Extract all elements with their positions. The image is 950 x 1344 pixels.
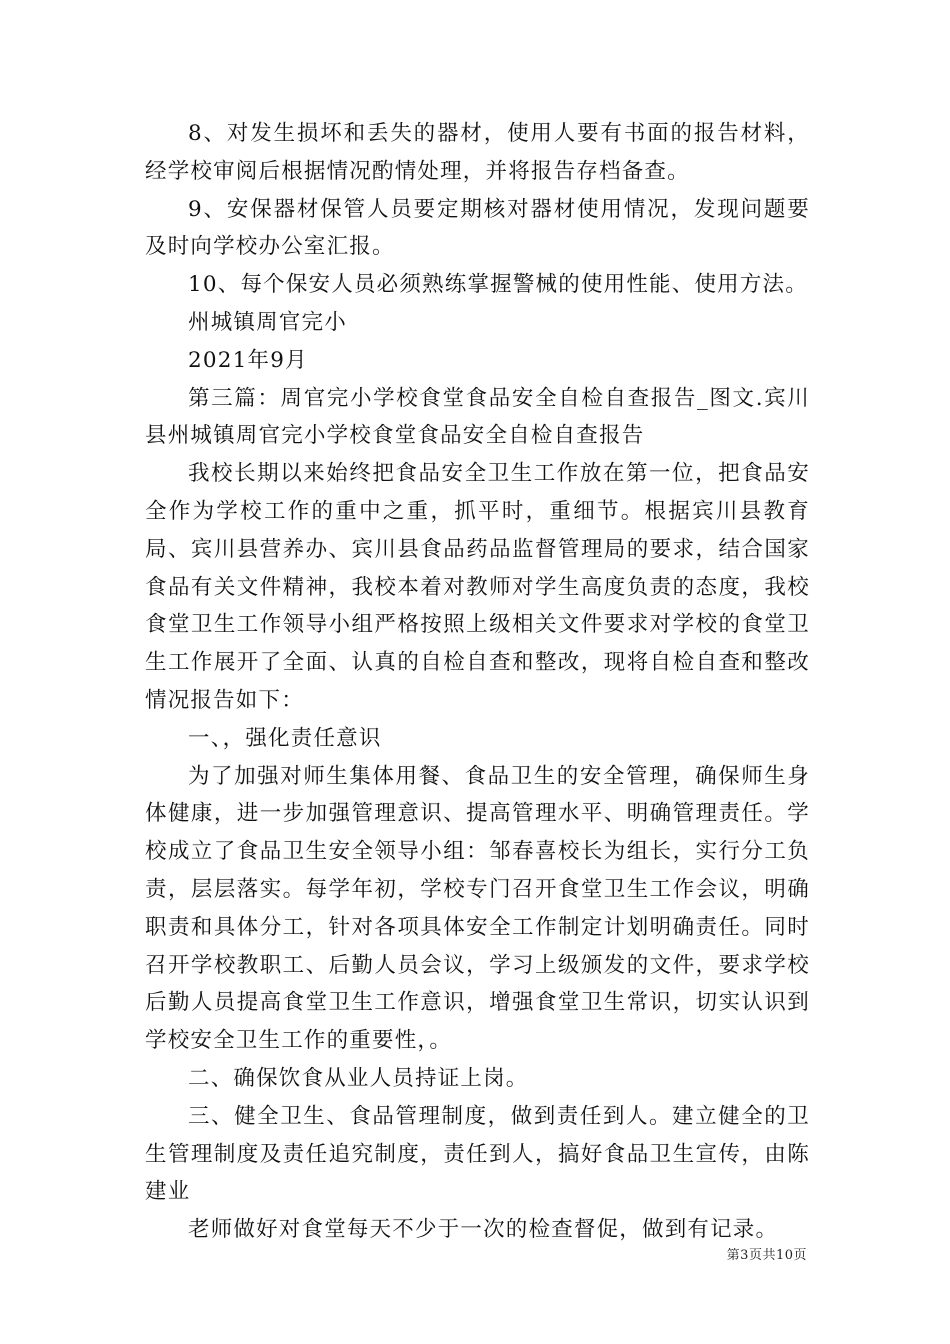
section-title: 第三篇：周官完小学校食堂食品安全自检自查报告_图文.宾川县州城镇周官完小学校食堂食品安全自检自查报告 (145, 385, 810, 449)
signature-organization: 州城镇周官完小 (188, 309, 347, 335)
paragraph-item-8: 8、对发生损坏和丢失的器材，使用人要有书面的报告材料，经学校审阅后根据情况酌情处理，并将报告存档备查。 (145, 121, 810, 184)
heading-responsibility: 一、，强化责任意识 (188, 725, 382, 751)
paragraph-item-9: 9、安保器材保管人员要定期核对器材使用情况，发现问题要及时向学校办公室汇报。 (145, 196, 810, 260)
intro-paragraph: 我校长期以来始终把食品安全卫生工作放在第一位，把食品安全作为学校工作的重中之重，抓平时，重细节。根据宾川县教育局、宾川县营养办、宾川县食品药品监督管理局的要求，结合国家食品有关文件精神，我校本着对教师对学生高度负责的态度，我校食堂卫生工作领导小组严格按照上级相关文件要求对学校的食堂卫生工作展开了全面、认真的自检自查和整改，现将自检自查和整改情况报告如下： (145, 461, 810, 713)
inspection-paragraph: 老师做好对食堂每天不少于一次的检查督促，做到有记录。 (188, 1217, 779, 1243)
heading-certification: 二、确保饮食从业人员持证上岗。 (188, 1065, 529, 1091)
page-number: 第3页共10页 (726, 1248, 807, 1263)
paragraph-item-10: 10、每个保安人员必须熟练掌握警械的使用性能、使用方法。 (188, 272, 808, 298)
signature-date: 2021年9月 (188, 347, 308, 373)
heading-management-system: 三、健全卫生、食品管理制度，做到责任到人。建立健全的卫生管理制度及责任追究制度，责任到人，搞好食品卫生宣传，由陈建业 (145, 1103, 810, 1205)
document-body (145, 115, 810, 1249)
responsibility-paragraph: 为了加强对师生集体用餐、食品卫生的安全管理，确保师生身体健康，进一步加强管理意识、提高管理水平、明确管理责任。学校成立了食品卫生安全领导小组：邹春喜校长为组长，实行分工负责，层层落实。每学年初，学校专门召开食堂卫生工作会议，明确职责和具体分工，针对各项具体安全工作制定计划明确责任。同时召开学校教职工、后勤人员会议，学习上级颁发的文件，要求学校后勤人员提高食堂卫生工作意识，增强食堂卫生常识，切实认识到学校安全卫生工作的重要性，。 (145, 763, 810, 1054)
